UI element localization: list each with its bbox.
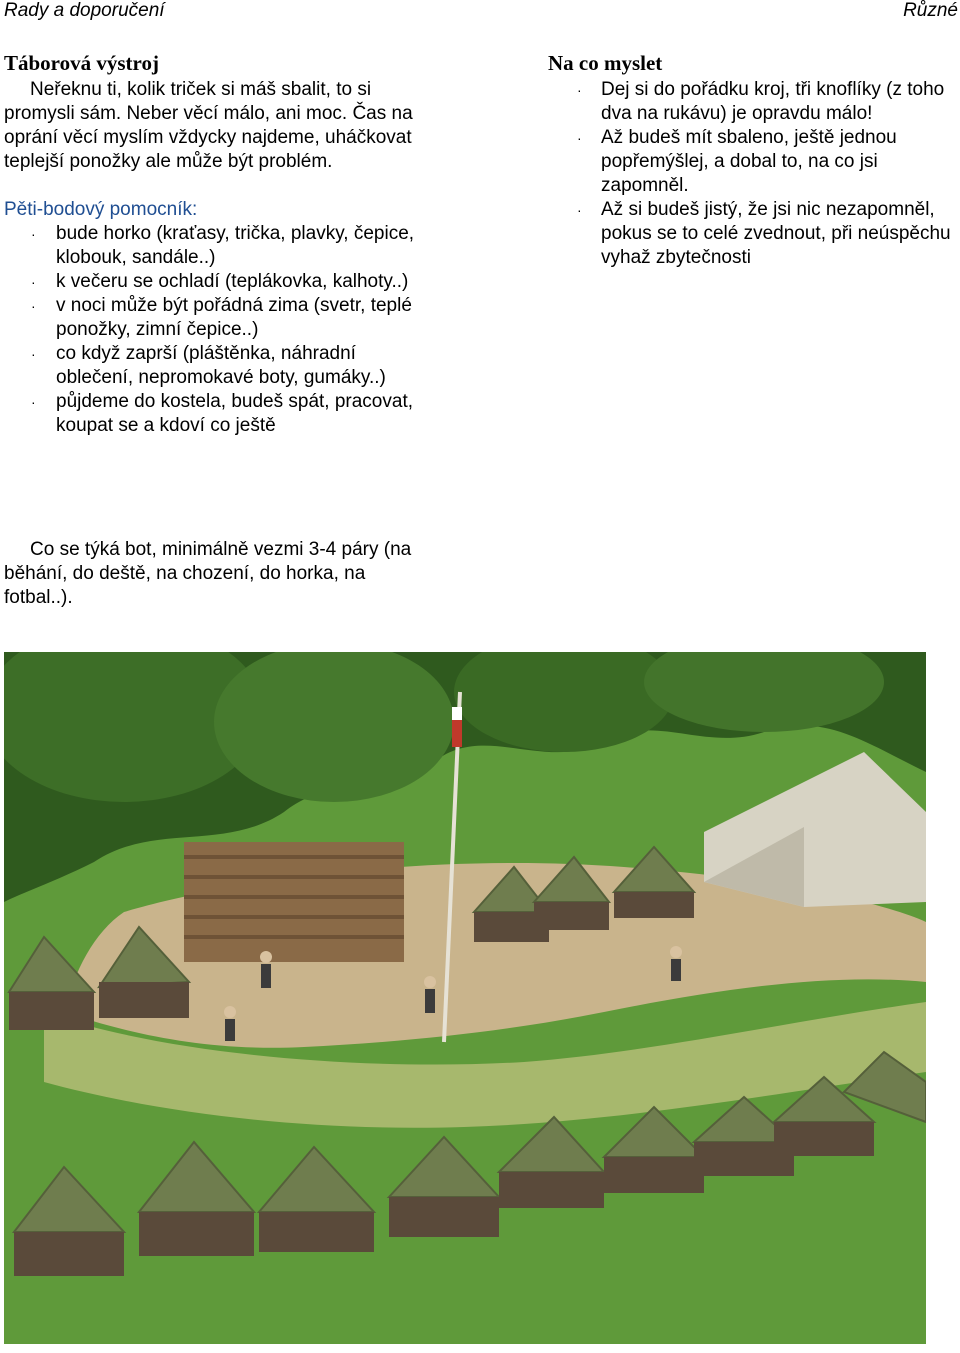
reminder-item-text: Až si budeš jistý, že jsi nic nezapomněl, pokus se to celé zvednout, při neúspěchu vyhaž zbytečnosti (601, 199, 951, 268)
bullet-icon: · (31, 298, 36, 314)
header-category: Různé (903, 0, 958, 21)
helper-list-item (4, 390, 416, 438)
helper-list-item (4, 342, 416, 390)
bullet-icon: · (31, 226, 36, 242)
bullet-icon: · (577, 130, 582, 146)
helper-list (4, 222, 416, 438)
left-column (4, 50, 416, 438)
reminder-list-item (548, 78, 958, 126)
helper-item-text: k večeru se ochladí (teplákovka, kalhoty..) (56, 271, 409, 292)
bullet-icon: · (577, 202, 582, 218)
bullet-icon: · (31, 346, 36, 362)
right-column (548, 50, 958, 270)
helper-item-text: bude horko (kraťasy, trička, plavky, čepice, klobouk, sandále..) (56, 223, 415, 268)
helper-item-text: v noci může být pořádná zima (svetr, teplé ponožky, zimní čepice..) (56, 295, 412, 340)
helper-list-item (4, 270, 416, 294)
helper-title: Pěti-bodový pomocník: (4, 199, 198, 220)
reminders-heading: Na co myslet (548, 51, 663, 75)
bullet-icon: · (577, 82, 582, 98)
gear-heading: Táborová výstroj (4, 51, 159, 75)
helper-list-item (4, 294, 416, 342)
bullet-icon: · (31, 274, 36, 290)
reminder-item-text: Dej si do pořádku kroj, tři knoflíky (z toho dva na rukávu) je opravdu málo! (601, 79, 945, 124)
camp-photo (4, 652, 926, 1344)
helper-item-text: co když zaprší (pláštěnka, náhradní oblečení, nepromokavé boty, gumáky..) (56, 343, 386, 388)
reminder-list-item (548, 126, 958, 198)
gear-intro-paragraph: Neřeknu ti, kolik triček si máš sbalit, to si promysli sám. Neber věcí málo, ani moc. Čas na oprání věcí myslím vždycky najdeme, uháčkovat teplejší ponožky ale může být problém. (4, 79, 413, 172)
reminder-list-item (548, 198, 958, 270)
helper-list-item (4, 222, 416, 270)
header-section-title: Rady a doporučení (4, 0, 165, 21)
reminder-item-text: Až budeš mít sbaleno, ještě jednou popřemýšlej, a dobal to, na co jsi zapomněl. (601, 127, 897, 196)
shoes-paragraph: Co se týká bot, minimálně vezmi 3-4 páry (na běhání, do deště, na chození, do horka, na fotbal..). (4, 539, 412, 608)
reminders-list (548, 78, 958, 270)
bullet-icon: · (31, 394, 36, 410)
camp-photo-illustration (4, 652, 926, 1344)
helper-item-text: půjdeme do kostela, budeš spát, pracovat, koupat se a kdoví co ještě (56, 391, 414, 436)
